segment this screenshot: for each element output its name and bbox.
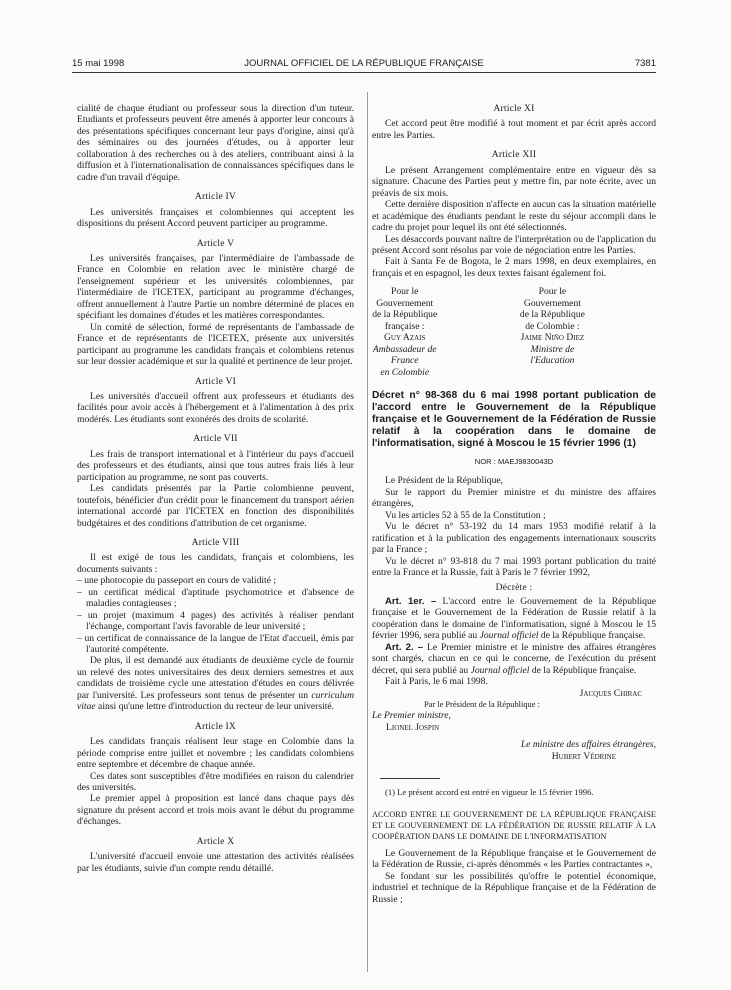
paragraph: Les universités françaises, par l'intermédiaire de l'ambassade de France en Colombie en relation avec le ministère chargé de l'enseignement supérieur et les universités colombiennes, par l'intermédiaire de l'ICETEX, participant au programme d'échanges, offrent annuellement à l'autre Partie un nombre déterminé de places en spécifiant les domaines d'études et les matières correspondantes.	[77, 252, 354, 322]
signature-france	[372, 286, 508, 378]
paragraph: Le Président de la République,	[385, 475, 504, 487]
paragraph: Ces dates sont susceptibles d'être modifiées en raison du calendrier des universités.	[77, 770, 354, 794]
signature-line: de la République de Colombie :	[519, 309, 585, 332]
paragraph: Les candidats présentés par la Partie colombienne peuvent, toutefois, bénéficier d'un crédit pour le financement du transport aérien international accordé par l'ICETEX en fonction des disponibilités budgétaires et des conditions d'attribution de cet organisme.	[77, 483, 354, 529]
paragraph	[77, 655, 354, 712]
text-run: Le Premier ministre et le ministre des affaires étrangères sont chargés, chacun en ce qui le concerne, de l'exécution du présent décret, qui sera publié au	[372, 641, 656, 676]
paragraph: Le Gouvernement de la République française et le Gouvernement de la Fédération de Russie, ci-après dénommés « les Parties contractantes »,	[372, 847, 656, 871]
signature-line: Par le Président de la République :	[424, 700, 540, 710]
paragraph: Vu le décret n° 53-192 du 14 mars 1953 modifié relatif à la ratification et à la publication des engagements internationaux souscrits par la France ;	[372, 521, 656, 556]
paragraph: cialité de chaque étudiant ou professeur sous la direction d'un tuteur. Etudiants et professeurs peuvent être amenés à apporter leur concours à des présentations spécifiques concernant leur pays d'origine, ainsi qu'à des séminaires ou des journées d'études, ou à apporter leur collaboration à des recherches ou à des ateliers, contribuant ainsi à la diffusion et à l'internationalisation de connaissances spécifiques dans le cadre d'un travail d'équipe.	[77, 103, 354, 183]
paragraph: Les frais de transport international et à l'intérieur du pays d'accueil des professeurs et des étudiants, ainsi que tous autres frais liés à leur participation au programme, ne sont pas couverts.	[77, 448, 354, 483]
signatory-title: Ambassadeur de France	[372, 343, 437, 367]
list-item: – une photocopie du passeport en cours de validité ;	[77, 575, 277, 587]
header-rule	[72, 72, 656, 73]
page-header	[72, 58, 656, 72]
text-run: de la République française.	[538, 630, 646, 642]
paragraph: Les universités d'accueil offrent aux professeurs et étudiants des facilités pour avoir accès à l'hébergement et à l'alimentation à des prix modérés. Les étudiants sont exonérés des droits de scolarité.	[77, 390, 354, 425]
column-divider	[367, 92, 368, 972]
paragraph: Le premier appel à proposition est lancé dans chaque pays dès signature du présent accord et trois mois avant le début du programme d'échanges.	[77, 793, 354, 828]
article-heading: Article XII	[491, 149, 537, 161]
journal-title: JOURNAL OFFICIEL DE LA RÉPUBLIQUE FRANÇAISE	[244, 58, 484, 69]
italic-term: curriculum vitae	[77, 689, 354, 713]
text-run: De plus, il est demandé aux étudiants de deuxième cycle de fournir un relevé des notes universitaires des deux derniers semestres et aux candidats de troisième cycle une attestation d'études en cours délivrée par l'université. Les professeurs sont tenus de présenter un	[77, 655, 354, 701]
article-heading: Article V	[196, 237, 235, 249]
paragraph: Fait à Santa Fe de Bogota, le 2 mars 1998, en deux exemplaires, en français et en espagnol, les deux textes faisant également foi.	[372, 256, 656, 279]
paragraph: Sur le rapport du Premier ministre et du ministre des affaires étrangères,	[372, 486, 656, 510]
nor-reference: NOR : MAEJ9830043D	[474, 456, 554, 466]
article-heading: Article XI	[493, 103, 535, 114]
article-1	[372, 596, 656, 642]
signature-line: Pour le Gouvernement	[523, 286, 581, 309]
text-run: ainsi qu'une lettre d'introduction du recteur de leur université.	[95, 701, 335, 713]
footnote-rule	[380, 778, 440, 779]
signatory-title: Le ministre des affaires étrangères,	[520, 739, 656, 751]
signatory-name: Jaime Niño Diez	[520, 332, 585, 344]
paragraph: Vu le décret n° 93-818 du 7 mai 1993 portant publication du traité entre la France et la Russie, fait à Paris le 7 février 1992,	[372, 555, 656, 579]
paragraph: Fait à Paris, le 6 mai 1998.	[385, 676, 488, 688]
paragraph: Les universités françaises et colombiennes qui acceptent les dispositions du présent Accord peuvent participer au programme.	[77, 206, 354, 230]
article-heading: Article IV	[194, 191, 237, 203]
paragraph: Vu les articles 52 à 55 de la Constitution ;	[385, 509, 546, 521]
signature-line: Pour le Gouvernement	[376, 286, 434, 309]
signature-colombia	[520, 286, 656, 378]
paragraph: Un comité de sélection, formé de représentants de l'ambassade de France et de représentants de l'ICETEX, présente aux universités participant au programme les candidats français et colombiens retenus sur leur dossier académique et sur la qualité et pertinence de leur projet.	[77, 321, 354, 368]
text-run: L'accord entre le Gouvernement de la République française et le Gouvernement de la Fédération de Russie relatif à la coopération dans le domaine de l'informatisation, signé à Moscou le 15 février 1996, sera publié au	[372, 595, 656, 642]
right-column	[372, 103, 656, 905]
paragraph: Les candidats français réalisent leur stage en Colombie dans la période comprise entre juillet et novembre ; les candidats colombiens entre septembre et décembre de chaque année.	[77, 736, 354, 771]
signatory-title: en Colombie	[380, 366, 430, 378]
signatory-title: Le Premier ministre,	[372, 710, 451, 722]
footnote: (1) Le présent accord est entré en vigueur le 15 février 1996.	[385, 787, 594, 798]
page-number: 7381	[634, 58, 656, 69]
left-column	[77, 103, 354, 874]
article-heading: Article VIII	[191, 536, 240, 548]
signatory-name: Lionel Jospin	[386, 721, 440, 733]
accord-title: ACCORD ENTRE LE GOUVERNEMENT DE LA RÉPUBLIQUE FRANÇAISE ET LE GOUVERNEMENT DE LA FÉDÉRATION DE RUSSIE RELATIF À LA COOPÉRATION DANS LE DOMAINE DE L'INFORMATISATION	[372, 809, 656, 841]
issue-date: 15 mai 1998	[72, 58, 125, 69]
paragraph: L'université d'accueil envoie une attestation des activités réalisées par les étudiants, suivie d'un compte rendu détaillé.	[77, 851, 354, 874]
article-heading: Article X	[196, 835, 235, 847]
signatory-name: Guy Azais	[384, 332, 426, 344]
decrete-heading: Décrète :	[495, 581, 533, 593]
article-heading: Article IX	[194, 720, 237, 732]
signatory-title: Ministre de l'Education	[530, 343, 575, 367]
signature-line: de la République française :	[372, 309, 438, 332]
article-heading: Article VII	[193, 433, 238, 445]
paragraph: Cet accord peut être modifié à tout moment et par écrit après accord entre les Parties.	[372, 118, 656, 141]
decree-title: Décret n° 98-368 du 6 mai 1998 portant publication de l'accord entre le Gouvernement de la République française et le Gouvernement de la Fédération de Russie relatif à la coopération dans le domaine de l'informatisation, signé à Moscou le 15 février 1996 (1)	[372, 389, 656, 449]
article-heading: Article VI	[195, 375, 236, 387]
italic-term: Journal officiel	[470, 664, 530, 676]
paragraph: Il est exigé de tous les candidats, français et colombiens, les documents suivants :	[77, 552, 354, 575]
paragraph: Le présent Arrangement complémentaire entre en vigueur dès sa signature. Chacune des Parties peut y mettre fin, par note écrite, avec un préavis de six mois.	[372, 164, 656, 199]
paragraph: Les désaccords pouvant naître de l'interprétation ou de l'application du présent Accord sont résolus par voie de négociation entre les Parties.	[372, 233, 656, 256]
signatory-name: Jacques Chirac	[579, 687, 642, 699]
italic-term: Journal officiel	[479, 630, 539, 642]
signatory-name: Hubert Védrine	[551, 750, 616, 762]
list-item: – un projet (maximum 4 pages) des activités à réaliser pendant l'échange, comportant l'avis favorable de leur université ;	[77, 609, 354, 633]
list-item: – un certificat de connaissance de la langue de l'Etat d'accueil, émis par l'autorité compétente.	[77, 632, 354, 656]
article-label: Art. 1er. –	[385, 595, 437, 607]
list-item: – un certificat médical d'aptitude psychomotrice et d'absence de maladies contagieuses ;	[77, 586, 354, 610]
signature-block	[372, 286, 656, 378]
article-label: Art. 2. –	[385, 641, 424, 653]
text-run: de la République française.	[529, 664, 637, 676]
paragraph: Se fondant sur les possibilités qu'offre le potentiel économique, industriel et technique de la République française et de la Fédération de Russie ;	[372, 870, 656, 905]
article-2	[372, 642, 656, 676]
paragraph: Cette dernière disposition n'affecte en aucun cas la situation matérielle et académique des étudiants pendant le reste du séjour accompli dans le cadre du projet pour lequel ils ont été sélectionnés.	[372, 199, 656, 234]
